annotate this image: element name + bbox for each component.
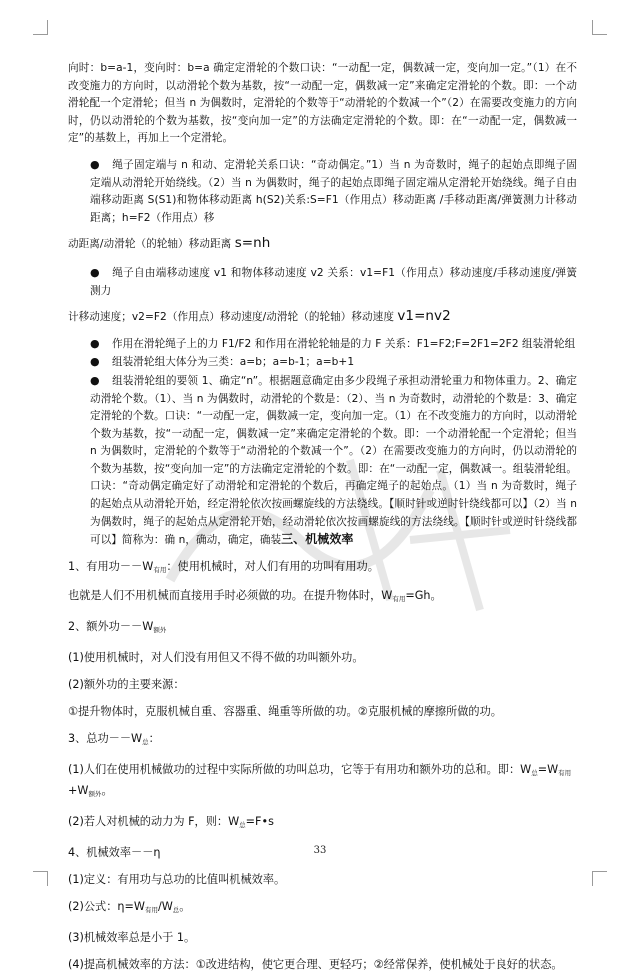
total-work-force-eq: =F•s bbox=[245, 814, 274, 828]
total-work-force-text: (2)若人对机械的动力为 F，则：W bbox=[68, 814, 240, 828]
bullet-paragraph-assembly bbox=[68, 372, 577, 550]
bullet-paragraph-force bbox=[68, 335, 577, 354]
rope-end-text: 绳子固定端与 n 和动、定滑轮关系口诀：“奇动偶定。”1）当 n 为奇数时，绳子的起始点即绳子固定端从动滑轮开始绕线。（2）当 n 为偶数时，绳子的起始点即绳子固定端从定滑轮开始绕线。绳子自由端移动距离 S(S1)和物体移动距离 h(S2)关系:S=F1（作用点）移动距离 /手移动距离/弹簧测力计移动距离；h=F2（作用点）移 bbox=[90, 158, 577, 224]
efficiency-less-than-one: (3)机械效率总是小于 1。 bbox=[68, 930, 196, 944]
efficiency-improvement-methods: (4)提高机械效率的方法：①改进结构，使它更合理、更轻巧；②经常保养，使机械处于良好的状态。 bbox=[68, 957, 563, 971]
crop-mark-bottom-left bbox=[33, 871, 48, 886]
efficiency-formula-text: (2)公式：η=W bbox=[68, 899, 145, 913]
crop-mark-top-right bbox=[592, 20, 607, 35]
paragraph-distance-relation bbox=[68, 235, 577, 254]
crop-mark-top-left bbox=[33, 20, 48, 35]
bullet-icon: ● bbox=[90, 373, 100, 387]
total-work-def-text: (1)人们在使用机械做功的过程中实际所做的功叫总功，它等于有用功和额外功的总和。即：W bbox=[68, 762, 532, 776]
section-useful-work-body bbox=[68, 587, 577, 608]
page-content bbox=[68, 60, 577, 973]
useful-work-body-text: 也就是人们不用机械而直接用手时必须做的功。在提升物体时，W bbox=[68, 588, 393, 602]
total-work-def-sub2: 有用 bbox=[558, 768, 572, 777]
assembly-text: 组装滑轮组的要领 1、确定“n”。根据题意确定由多少段绳子承担动滑轮重力和物体重力。2、确定动滑轮个数。（1）、当 n 为偶数时，动滑轮的个数是：（2）、当 n 为奇数时，动滑轮的个数是：3、确定定滑轮的个数。口诀：“一动配一定，偶数减一定，变向加一定。（1）在不改变施力的方向时，以动滑轮个数为基数，按“一动配一定，偶数减一定”来确定定滑轮的个数。即：一个动滑轮配一个定滑轮；但当 n 为偶数时，定滑轮的个数等于“动滑轮的个数减一个”。（2）在需要改变施力的方向时，仍以动滑轮的个数为基数，按“变向加一定”的方法确定定滑轮的个数。即：在“一动配一定，偶数减一。组装滑轮组。口诀：“奇动偶定确定好了动滑轮和定滑轮的个数后，再确定绳子的起始点。（1）当 n 为奇数时，绳子的起始点从动滑轮开始，经定滑轮依次按画螺旋线的方法绕线。【顺时针或逆时针绕线都可以】（2）当 n 为偶数时，绳子的起始点从定滑轮开始，经动滑轮依次按画螺旋线的方法绕线。【顺时针或逆时针绕线都可以】简称为：确 n，确动，确定，确装 bbox=[90, 374, 577, 547]
section-useful-work-title bbox=[68, 558, 577, 579]
total-work-label: 3、总功－－W bbox=[68, 731, 143, 745]
bullet-paragraph-speed bbox=[68, 264, 577, 300]
extra-work-definition: (1)使用机械时，对人们没有用但又不得不做的功叫额外功。 bbox=[68, 650, 364, 664]
crop-mark-bottom-right bbox=[592, 871, 607, 886]
useful-work-body-subscript: 有用 bbox=[392, 594, 406, 603]
bullet-icon: ● bbox=[90, 157, 100, 171]
extra-work-label: 2、额外功－－W bbox=[68, 619, 154, 633]
extra-work-sources-heading: (2)额外功的主要来源： bbox=[68, 677, 185, 691]
section-total-work-title bbox=[68, 730, 577, 751]
bullet-icon: ● bbox=[90, 336, 100, 350]
total-work-colon: ： bbox=[148, 731, 160, 745]
extra-work-subscript: 额外 bbox=[153, 625, 167, 634]
useful-work-body-formula: =Gh。 bbox=[405, 588, 442, 602]
total-work-def-sub1: 总 bbox=[531, 768, 538, 777]
types-text: 组装滑轮组大体分为三类：a=b；a=b-1；a=b+1 bbox=[112, 356, 355, 369]
speed-text: 绳子自由端移动速度 v1 和物体移动速度 v2 关系：v1=F1（作用点）移动速度/手移动速度/弹簧测力 bbox=[90, 266, 577, 297]
page-number: 33 bbox=[313, 845, 327, 856]
bullet-paragraph-types bbox=[68, 353, 577, 372]
useful-work-subscript: 有用 bbox=[153, 565, 167, 574]
efficiency-formula bbox=[68, 898, 577, 919]
total-work-definition bbox=[68, 761, 577, 803]
section-efficiency-title: 4、机械效率－－η bbox=[68, 845, 161, 859]
speed-text-2: 计移动速度；v2=F2（作用点）移动速度/动滑轮（的轮轴）移动速度 bbox=[68, 311, 394, 324]
bullet-paragraph-rope-end bbox=[68, 156, 577, 227]
distance-text: 动距离/动滑轮（的轮轴）移动距离 bbox=[68, 238, 232, 251]
speed-formula: v1=nv2 bbox=[397, 308, 451, 325]
extra-work-sources-list: ①提升物体时，克服机械自重、容器重、绳重等所做的功。②克服机械的摩擦所做的功。 bbox=[68, 704, 502, 718]
total-work-force-formula bbox=[68, 813, 577, 834]
total-work-def-sub3: 额外 bbox=[88, 789, 102, 798]
total-work-def-end: 。 bbox=[101, 783, 113, 797]
efficiency-formula-sub1: 有用 bbox=[144, 905, 158, 914]
total-work-force-sub: 总 bbox=[239, 820, 246, 829]
bullet-icon: ● bbox=[90, 355, 100, 369]
efficiency-definition: (1)定义：有用功与总功的比值叫机械效率。 bbox=[68, 872, 286, 886]
total-work-def-eq: =W bbox=[537, 762, 559, 776]
efficiency-formula-sub2: 总 bbox=[172, 905, 180, 914]
paragraph-speed-relation bbox=[68, 308, 577, 327]
useful-work-definition: ：使用机械时，对人们有用的功叫有用功。 bbox=[166, 559, 379, 573]
useful-work-label: 1、有用功－－W bbox=[68, 559, 154, 573]
section-extra-work-title bbox=[68, 618, 577, 639]
efficiency-formula-end: 。 bbox=[179, 899, 191, 913]
total-work-subscript: 总 bbox=[142, 737, 149, 746]
efficiency-formula-div: /W bbox=[157, 899, 173, 913]
force-text: 作用在滑轮绳子上的力 F1/F2 和作用在滑轮轮轴是的力 F 关系：F1=F2;F=2F1=2F2 组装滑轮组 bbox=[112, 337, 576, 350]
distance-formula: s=nh bbox=[234, 235, 271, 252]
bullet-icon: ● bbox=[90, 265, 100, 279]
paragraph-pulley-rule: 向时：b=a-1，变向时：b=a 确定定滑轮的个数口诀：“一动配一定，偶数减一定，变向加一定。”（1）在不改变施力的方向时，以动滑轮个数为基数，按“一动配一定，偶数减一定”来确定定滑轮的个数。即：一个动滑轮配一个定滑轮；但当 n 为偶数时，定滑轮的个数等于“动滑轮的个数减一个”（2）在需要改变施力的方向时，仍以动滑轮的个数为基数，按“变向加一定”的方法确定定滑轮的个数。即：在“一动配一定，偶数减一定”的基数上，再加上一个定滑轮。 bbox=[68, 62, 577, 145]
section-heading-efficiency: 三、机械效率 bbox=[281, 532, 354, 547]
total-work-def-plus: +W bbox=[68, 783, 89, 797]
